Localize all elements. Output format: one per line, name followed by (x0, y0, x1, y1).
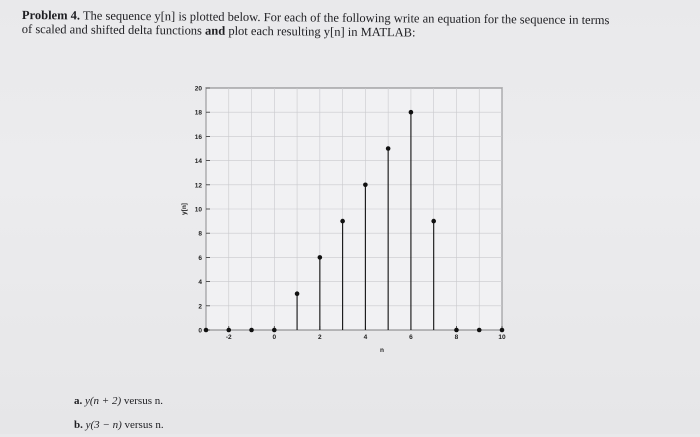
part-b-expression: y(3 − n) (85, 419, 122, 431)
problem-line-2-and: and (205, 23, 226, 38)
stem-plot (176, 78, 506, 358)
part-b-suffix: versus n. (124, 419, 164, 431)
stem-marker (500, 328, 505, 333)
y-tick-label: 0 (198, 327, 202, 335)
x-tick-label: 8 (454, 334, 459, 341)
x-tick-label: 4 (363, 334, 368, 341)
y-tick-label: 14 (194, 158, 202, 166)
y-tick-label: 4 (198, 279, 202, 287)
stem-marker (431, 219, 436, 224)
part-a-expression: y(n + 2) (85, 395, 122, 407)
y-axis-label: y[n] (181, 203, 188, 215)
x-tick-label: 6 (409, 334, 413, 341)
part-b-label: b. (74, 419, 83, 431)
stem-marker (363, 183, 368, 188)
y-tick-label: 2 (198, 303, 202, 311)
stem-marker (340, 219, 345, 224)
x-tick-label: -2 (225, 334, 232, 341)
stem-marker (318, 255, 323, 260)
y-tick-label: 6 (198, 254, 202, 262)
y-tick-label: 8 (198, 230, 202, 238)
stem-marker (249, 328, 254, 333)
y-tick-label: 20 (194, 85, 202, 93)
problem-statement (22, 8, 682, 42)
stem-marker (477, 328, 482, 333)
problem-heading: Problem 4. (21, 8, 81, 23)
stem-marker (386, 146, 391, 151)
problem-parts (74, 389, 164, 437)
problem-line-1-text: The sequence y[n] is plotted below. For each of the following write an equation for the sequence in terms (82, 8, 610, 28)
stem-marker (295, 291, 300, 296)
x-tick-label: 2 (318, 334, 322, 341)
y-tick-label: 12 (194, 182, 202, 190)
stem-plot-svg (176, 78, 506, 358)
stem-marker (454, 328, 459, 333)
part-b (74, 413, 164, 437)
problem-line-2-text-b: plot each resulting y[n] in MATLAB: (228, 23, 416, 40)
y-tick-label: 18 (194, 109, 202, 117)
y-tick-label: 16 (194, 133, 202, 141)
part-a-label: a. (74, 395, 83, 407)
stem-marker (226, 328, 231, 333)
stem-marker (409, 110, 414, 115)
problem-line-2-text-a: of scaled and shifted delta functions (21, 21, 203, 38)
part-a-suffix: versus n. (123, 395, 163, 407)
stem-marker (272, 328, 277, 333)
part-a (74, 389, 164, 413)
y-tick-label: 10 (194, 206, 202, 214)
x-axis-label: n (380, 347, 384, 354)
x-tick-label: 10 (498, 334, 506, 341)
x-tick-label: 0 (272, 334, 277, 341)
stem-marker (204, 328, 209, 333)
